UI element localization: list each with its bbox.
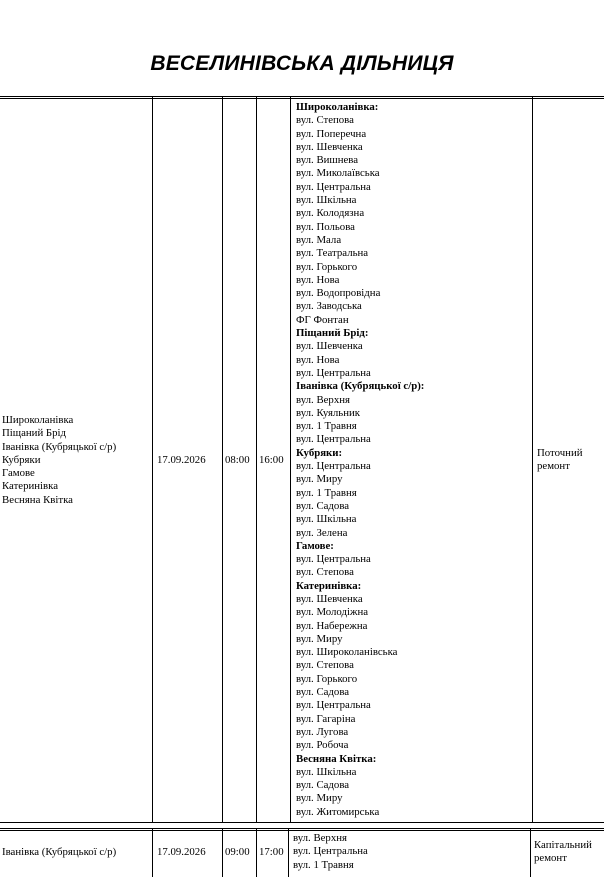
- settlement-heading: Катеринівка:: [296, 579, 362, 592]
- list-item: Гамове: [2, 467, 35, 480]
- table-border-top-2: [0, 828, 604, 829]
- street-item: вул. Горького: [296, 672, 358, 685]
- settlements-cell: [2, 414, 150, 507]
- street-item: вул. 1 Травня: [293, 858, 354, 871]
- street-item: вул. Центральна: [296, 460, 371, 473]
- table-border-top-2b: [0, 830, 604, 831]
- street-item: вул. Шкільна: [296, 513, 357, 526]
- street-item: вул. Лугова: [296, 725, 349, 738]
- work-type-cell: [537, 447, 583, 474]
- street-item: вул. Заводська: [296, 300, 362, 313]
- settlements-cell: [2, 846, 150, 859]
- street-item: вул. Шевченка: [296, 140, 363, 153]
- work-type-line: Поточний: [537, 447, 583, 459]
- settlement-heading: Широколанівка:: [296, 101, 379, 113]
- street-item: вул. Мала: [296, 233, 342, 246]
- street-item: вул. Нова: [296, 273, 340, 286]
- street-item: вул. Верхня: [293, 832, 347, 844]
- street-item: вул. Широколанівська: [296, 646, 398, 659]
- col-divider: [532, 96, 533, 823]
- street-item: вул. Шкільна: [296, 765, 357, 778]
- col-divider: [256, 96, 257, 823]
- street-item: вул. Центральна: [296, 433, 371, 446]
- list-item: Іванівка (Кубряцької с/р): [2, 846, 117, 858]
- street-item: вул. Куяльник: [296, 406, 361, 419]
- street-item: вул. Житомирська: [296, 805, 380, 818]
- street-item: ФГ Фонтан: [296, 313, 349, 326]
- settlement-heading: Іванівка (Кубряцької с/р):: [296, 380, 425, 393]
- street-item: вул. Центральна: [296, 699, 371, 712]
- street-item: вул. Зелена: [296, 526, 348, 539]
- street-item: вул. Вишнева: [296, 154, 359, 167]
- list-item: Катеринівка: [2, 480, 59, 493]
- street-item: вул. Центральна: [296, 553, 371, 566]
- addresses-cell: [296, 101, 530, 819]
- street-item: вул. Нова: [296, 353, 340, 366]
- street-item: вул. Степова: [296, 114, 354, 127]
- street-item: вул. Шевченка: [296, 592, 363, 605]
- street-item: вул. Миру: [296, 792, 343, 805]
- street-item: вул. Степова: [296, 566, 354, 579]
- street-item: вул. Театральна: [296, 247, 369, 260]
- street-item: вул. Садова: [296, 499, 350, 512]
- work-type-cell: [534, 839, 592, 866]
- work-type-line: ремонт: [537, 460, 570, 473]
- street-item: вул. Набережна: [296, 619, 368, 632]
- end-time-cell: 16:00: [259, 454, 284, 466]
- list-item: Іванівка (Кубряцької с/р): [2, 440, 117, 453]
- col-divider: [288, 828, 289, 877]
- date-cell: 17.09.2026: [157, 846, 206, 858]
- col-divider: [152, 828, 153, 877]
- street-item: вул. Степова: [296, 659, 354, 672]
- col-divider: [530, 828, 531, 877]
- street-item: вул. Миру: [296, 632, 343, 645]
- street-item: вул. Шевченка: [296, 340, 363, 353]
- col-divider: [222, 828, 223, 877]
- start-time-cell: 09:00: [225, 846, 250, 858]
- street-item: вул. Верхня: [296, 393, 350, 406]
- street-item: вул. Робоча: [296, 739, 349, 752]
- col-divider: [152, 96, 153, 823]
- table-border-top-1: [0, 96, 604, 97]
- start-time-cell: 08:00: [225, 454, 250, 466]
- street-item: вул. Поперечна: [296, 127, 367, 140]
- street-item: вул. Центральна: [296, 180, 371, 193]
- table-border-bottom-1: [0, 822, 604, 823]
- street-item: вул. Польова: [296, 220, 355, 233]
- street-item: вул. 1 Травня: [296, 420, 357, 433]
- street-item: вул. 1 Травня: [296, 486, 357, 499]
- col-divider: [290, 96, 291, 823]
- street-item: вул. Центральна: [296, 366, 371, 379]
- settlement-heading: Гамове:: [296, 539, 334, 552]
- street-item: вул. Садова: [296, 779, 350, 792]
- list-item: Піщаний Брід: [2, 427, 67, 440]
- col-divider: [222, 96, 223, 823]
- addresses-cell: [293, 832, 527, 872]
- settlement-heading: Кубряки:: [296, 446, 343, 459]
- work-type-line: ремонт: [534, 852, 567, 865]
- list-item: Весняна Квітка: [2, 493, 73, 506]
- street-item: вул. Водопровідна: [296, 287, 381, 300]
- work-type-line: Капітальний: [534, 839, 592, 851]
- street-item: вул. Молодіжна: [296, 606, 369, 619]
- street-item: вул. Миколаївська: [296, 167, 380, 180]
- col-divider: [256, 828, 257, 877]
- date-cell: 17.09.2026: [157, 454, 206, 466]
- street-item: вул. Садова: [296, 686, 350, 699]
- street-item: вул. Колодязна: [296, 207, 365, 220]
- settlement-heading: Весняна Квітка:: [296, 752, 377, 765]
- table-border-top-1b: [0, 98, 604, 99]
- settlement-heading: Піщаний Брід:: [296, 327, 369, 340]
- street-item: вул. Горького: [296, 260, 358, 273]
- end-time-cell: 17:00: [259, 846, 284, 858]
- street-item: вул. Миру: [296, 473, 343, 486]
- page-title: ВЕСЕЛИНІВСЬКА ДІЛЬНИЦЯ: [150, 52, 454, 75]
- street-item: вул. Центральна: [293, 845, 368, 858]
- street-item: вул. Шкільна: [296, 194, 357, 207]
- list-item: Кубряки: [2, 453, 41, 466]
- list-item: Широколанівка: [2, 414, 74, 426]
- street-item: вул. Гагаріна: [296, 712, 356, 725]
